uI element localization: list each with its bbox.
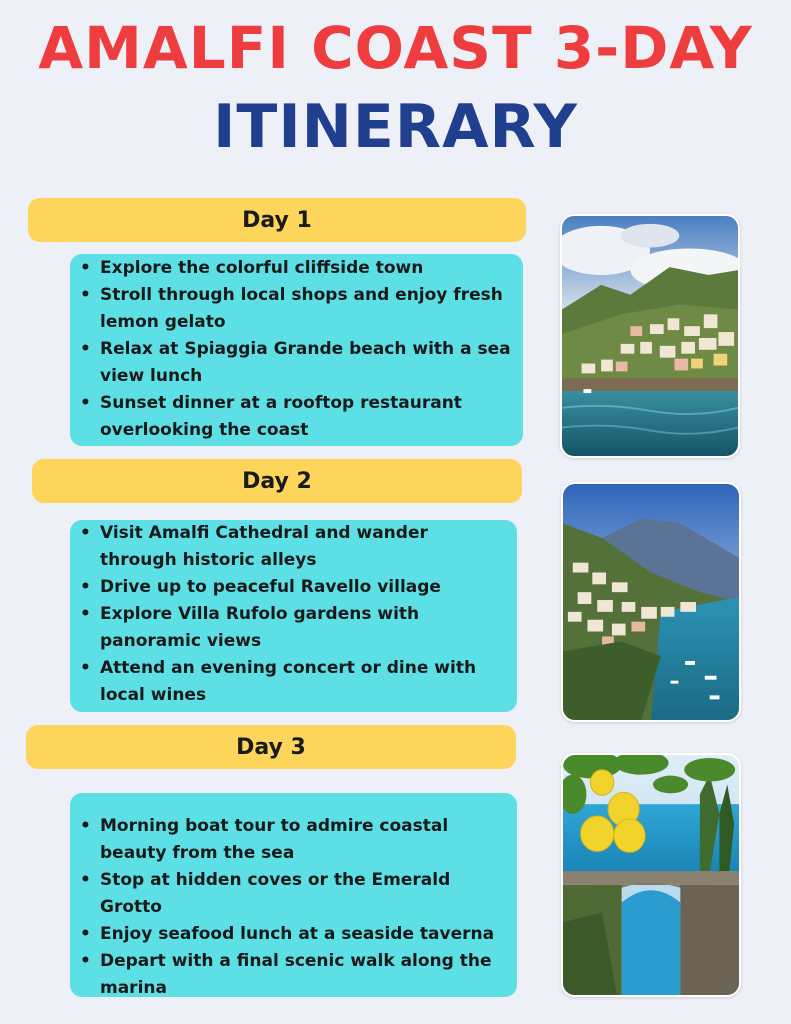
list-item: • Attend an evening concert or dine with local wines xyxy=(100,655,507,709)
day-2-header: Day 2 xyxy=(32,459,522,503)
bullet-icon: • xyxy=(80,604,91,624)
list-item: • Drive up to peaceful Ravello village xyxy=(100,574,507,601)
list-item: • Depart with a final scenic walk along the marina xyxy=(100,948,507,1002)
amalfi-town-photo xyxy=(560,214,740,458)
bullet-icon: • xyxy=(80,258,91,278)
bullet-icon: • xyxy=(80,924,91,944)
amalfi-harbor-photo xyxy=(561,482,741,722)
day-1-activities xyxy=(70,254,523,446)
list-item: • Stroll through local shops and enjoy fresh lemon gelato xyxy=(100,282,513,336)
bullet-icon: • xyxy=(80,951,91,971)
list-item: • Stop at hidden coves or the Emerald Grotto xyxy=(100,867,507,921)
day-1-header: Day 1 xyxy=(28,198,526,242)
lemons-and-cove-photo xyxy=(561,753,741,997)
day-3-header: Day 3 xyxy=(26,725,516,769)
list-item: • Sunset dinner at a rooftop restaurant overlooking the coast xyxy=(100,390,513,444)
bullet-icon: • xyxy=(80,577,91,597)
list-item: • Relax at Spiaggia Grande beach with a sea view lunch xyxy=(100,336,513,390)
list-item: • Visit Amalfi Cathedral and wander through historic alleys xyxy=(100,520,507,574)
list-item: • Explore the colorful cliffside town xyxy=(100,255,513,282)
list-item: • Morning boat tour to admire coastal beauty from the sea xyxy=(100,813,507,867)
day-3-activities xyxy=(70,793,517,997)
bullet-icon: • xyxy=(80,285,91,305)
list-item: • Enjoy seafood lunch at a seaside taverna xyxy=(100,921,507,948)
title-line-2: ITINERARY xyxy=(213,92,578,162)
title-line-1: AMALFI COAST 3-DAY xyxy=(38,14,753,82)
bullet-icon: • xyxy=(80,339,91,359)
day-2-activities xyxy=(70,520,517,712)
bullet-icon: • xyxy=(80,870,91,890)
bullet-icon: • xyxy=(80,523,91,543)
bullet-icon: • xyxy=(80,658,91,678)
bullet-icon: • xyxy=(80,816,91,836)
bullet-icon: • xyxy=(80,393,91,413)
list-item: • Explore Villa Rufolo gardens with panoramic views xyxy=(100,601,507,655)
